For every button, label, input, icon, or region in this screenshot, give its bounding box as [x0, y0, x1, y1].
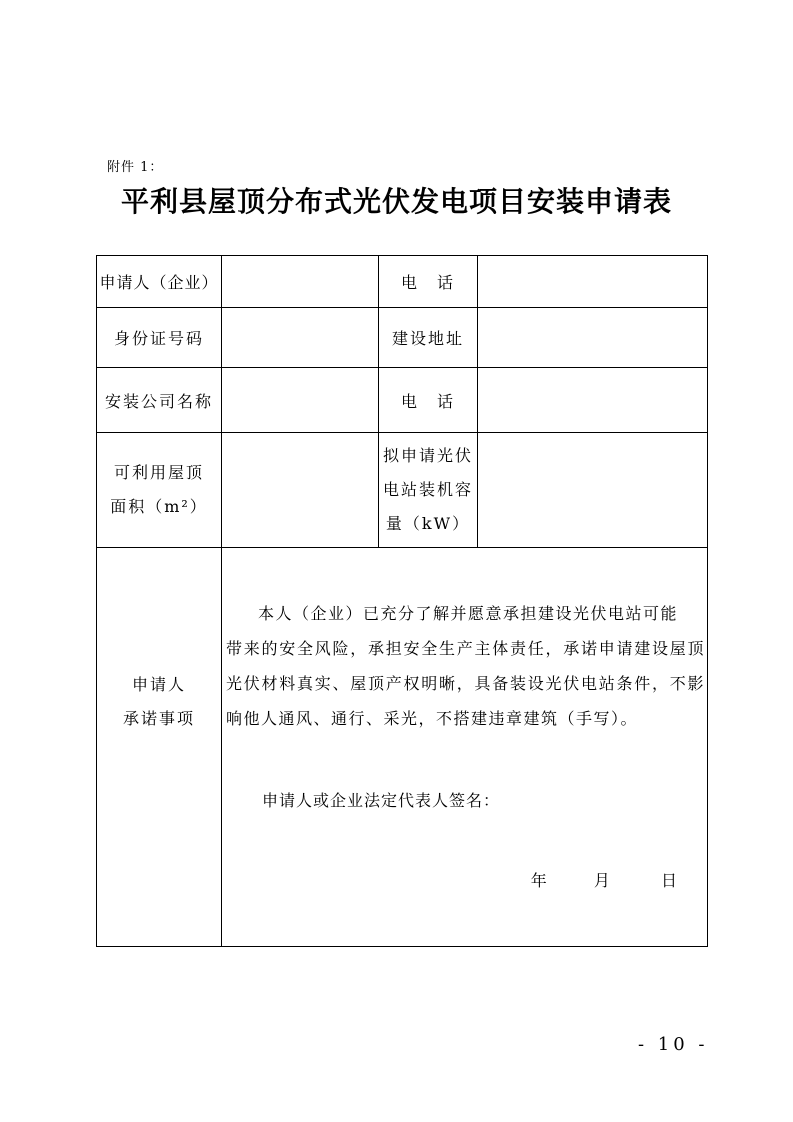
table-row [97, 548, 708, 947]
id-number-label: 身份证号码 [97, 308, 222, 368]
capacity-label-line3: 量（kW） [385, 514, 471, 533]
commitment-label [97, 548, 222, 947]
commitment-paragraph [226, 596, 705, 736]
commitment-label-line2: 承诺事项 [122, 709, 195, 728]
install-company-label: 安装公司名称 [97, 368, 222, 433]
date-year-label: 年 [530, 871, 549, 890]
capacity-label [379, 433, 478, 548]
commitment-content-cell [222, 548, 708, 947]
table-row [97, 308, 708, 368]
company-phone-value-cell[interactable] [478, 368, 708, 433]
build-address-label: 建设地址 [379, 308, 478, 368]
company-phone-label: 电 话 [379, 368, 478, 433]
capacity-label-line2: 电站装机容 [382, 480, 473, 499]
page-number: - 10 - [638, 1034, 709, 1055]
page-title: 平利县屋顶分布式光伏发电项目安装申请表 [120, 185, 672, 218]
signature-date [503, 868, 679, 891]
table-row [97, 368, 708, 433]
attachment-label: 附件 1： [107, 160, 164, 175]
table-row [97, 256, 708, 308]
id-number-value-cell[interactable] [222, 308, 379, 368]
date-month-label: 月 [593, 871, 612, 890]
phone-value-cell[interactable] [478, 256, 708, 308]
capacity-value-cell[interactable] [478, 433, 708, 548]
roof-area-value-cell[interactable] [222, 433, 379, 548]
table-row [97, 433, 708, 548]
commitment-label-line1: 申请人 [131, 675, 186, 694]
applicant-value-cell[interactable] [222, 256, 379, 308]
install-company-value-cell[interactable] [222, 368, 379, 433]
commitment-paragraph-first: 本人（企业）已充分了解并愿意承担建设光伏电站可能 [258, 604, 679, 623]
date-day-label: 日 [660, 871, 679, 890]
build-address-value-cell[interactable] [478, 308, 708, 368]
roof-area-label-line2: 面积（m²） [110, 497, 208, 516]
roof-area-label [97, 433, 222, 548]
applicant-label: 申请人（企业） [97, 256, 222, 308]
commitment-paragraph-rest: 带来的安全风险，承担安全生产主体责任，承诺申请建设屋顶光伏材料真实、屋顶产权明晰，具备装设光伏电站条件，不影响他人通风、通行、采光，不搭建违章建筑（手写）。 [226, 639, 705, 728]
capacity-label-line1: 拟申请光伏 [382, 446, 473, 465]
phone-label: 电 话 [379, 256, 478, 308]
signature-label: 申请人或企业法定代表人签名： [262, 791, 501, 810]
application-form-table [96, 255, 708, 947]
roof-area-label-line1: 可利用屋顶 [113, 463, 204, 482]
